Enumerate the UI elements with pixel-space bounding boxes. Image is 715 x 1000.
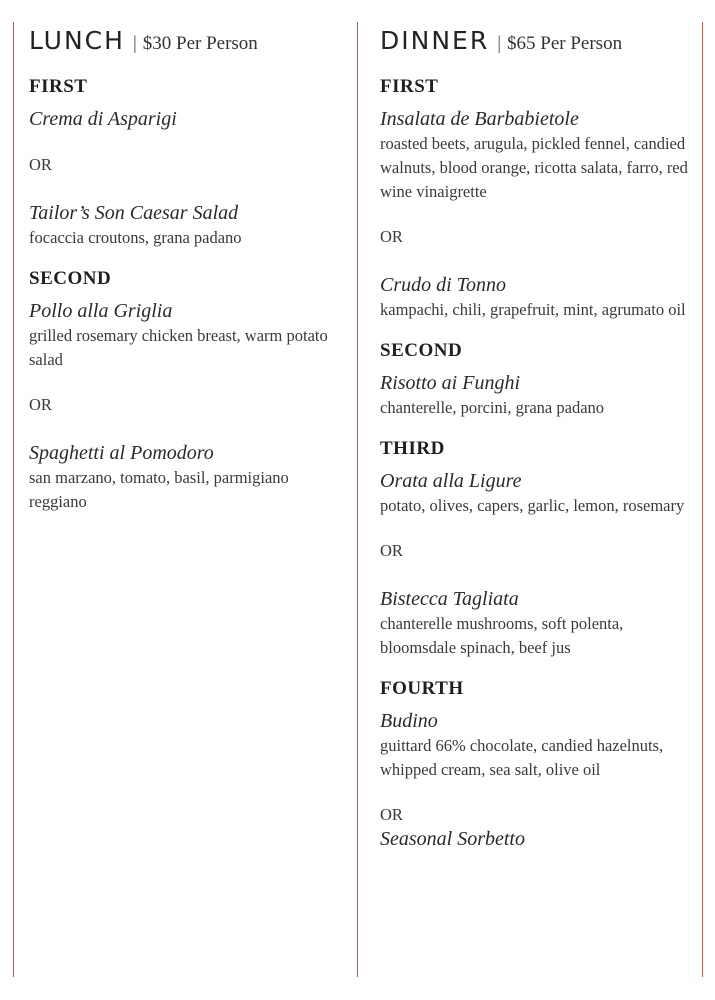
header-separator: | <box>132 33 137 54</box>
lunch-title: LUNCH <box>29 26 125 55</box>
dish-name: Insalata de Barbabietole <box>380 108 579 130</box>
or-divider: OR <box>380 805 403 824</box>
dish-description: san marzano, tomato, basil, parmigiano reggiano <box>29 468 289 511</box>
lunch-header <box>29 26 347 62</box>
dish-name: Risotto ai Funghi <box>380 372 520 394</box>
dinner-menu <box>380 26 698 852</box>
dish-name: Spaghetti al Pomodoro <box>29 442 214 464</box>
dish-name: Bistecca Tagliata <box>380 588 519 610</box>
dinner-title: DINNER <box>380 26 490 55</box>
dish-name: Orata alla Ligure <box>380 470 522 492</box>
dish-name: Tailor’s Son Caesar Salad <box>29 202 239 224</box>
header-separator: | <box>497 33 502 54</box>
left-divider <box>13 22 14 977</box>
lunch-price: $30 Per Person <box>142 33 258 54</box>
dish-name: Budino <box>380 710 438 732</box>
or-divider: OR <box>29 395 52 414</box>
dinner-second-heading: SECOND <box>380 340 463 361</box>
dinner-price: $65 Per Person <box>507 33 623 54</box>
dish-description: kampachi, chili, grapefruit, mint, agrumato oil <box>380 300 686 319</box>
dish-name: Seasonal Sorbetto <box>380 828 525 850</box>
dish-description: chanterelle mushrooms, soft polenta, bloomsdale spinach, beef jus <box>380 614 624 657</box>
dinner-first-heading: FIRST <box>380 76 439 97</box>
dish-name: Crudo di Tonno <box>380 274 506 296</box>
dish-description: focaccia croutons, grana padano <box>29 228 242 247</box>
lunch-second-heading: SECOND <box>29 268 112 289</box>
or-divider: OR <box>380 541 403 560</box>
dish-name: Pollo alla Griglia <box>29 300 173 322</box>
right-divider <box>702 22 703 977</box>
dinner-third-heading: THIRD <box>380 438 445 459</box>
dinner-fourth-heading: FOURTH <box>380 678 464 699</box>
dish-name: Crema di Asparigi <box>29 108 177 130</box>
or-divider: OR <box>29 155 52 174</box>
or-divider: OR <box>380 227 403 246</box>
lunch-menu <box>29 26 347 514</box>
center-divider <box>357 22 358 977</box>
dish-description: potato, olives, capers, garlic, lemon, rosemary <box>380 496 685 515</box>
dinner-header <box>380 26 698 62</box>
dish-description: guittard 66% chocolate, candied hazelnuts, whipped cream, sea salt, olive oil <box>380 736 664 779</box>
dish-description: chanterelle, porcini, grana padano <box>380 398 605 417</box>
lunch-first-heading: FIRST <box>29 76 88 97</box>
dish-description: grilled rosemary chicken breast, warm potato salad <box>29 326 328 369</box>
dish-description: roasted beets, arugula, pickled fennel, candied walnuts, blood orange, ricotta salata, farro, red wine vinaigrette <box>380 134 688 201</box>
